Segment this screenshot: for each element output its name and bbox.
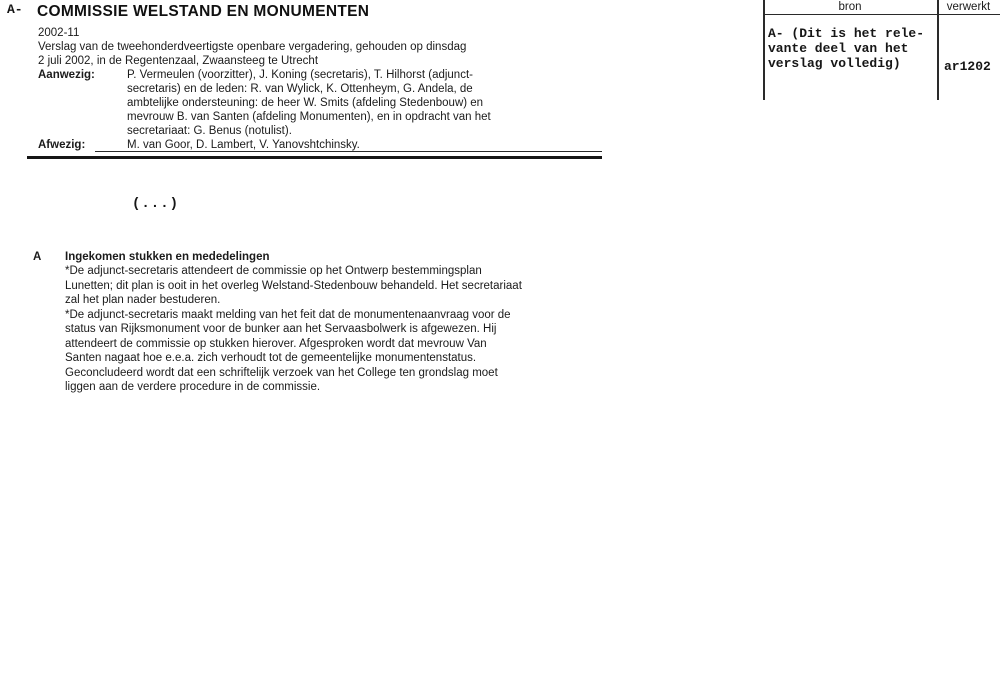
column-header-bron: bron <box>838 1 862 13</box>
omission-ellipsis: (...) <box>132 196 180 212</box>
verwerkt-code: ar1202 <box>944 59 991 74</box>
aanwezig-line: P. Vermeulen (voorzitter), J. Koning (secretaris), T. Hilhorst (adjunct- <box>127 69 473 81</box>
body-line: *De adjunct-secretaris maakt melding van het feit dat de monumentenaanvraag voor de <box>65 308 511 321</box>
separator-rule <box>27 156 602 159</box>
body-line: Geconcludeerd wordt dat een schriftelijk verzoek van het College ten grondslag moet <box>65 366 498 379</box>
aanwezig-line: ambtelijke ondersteuning: de heer W. Smits (afdeling Stedenbouw) en <box>127 97 484 109</box>
bron-note <box>768 26 924 71</box>
page-title: COMMISSIE WELSTAND EN MONUMENTEN <box>37 3 370 20</box>
body-line: attendeert de commissie op stukken hierover. Afgesproken wordt dat mevrouw Van <box>65 337 487 350</box>
section-label: A <box>33 251 42 263</box>
corner-annotation-mark: A- <box>7 2 23 17</box>
body-line: zal het plan nader bestuderen. <box>65 294 221 306</box>
intro-line: Verslag van de tweehonderdveertigste openbare vergadering, gehouden op dinsdag <box>38 41 467 53</box>
meeting-intro <box>38 40 466 68</box>
section-body <box>65 264 522 395</box>
aanwezig-line: secretaris) en de leden: R. van Wylick, K. Ottenheym, G. Andela, de <box>127 83 473 95</box>
bron-note-line: vante deel van het <box>768 41 909 56</box>
section-heading: Ingekomen stukken en mededelingen <box>65 251 270 263</box>
column-header-verwerkt: verwerkt <box>946 1 991 13</box>
table-column-divider <box>937 0 939 100</box>
underline-rule <box>95 151 602 152</box>
bron-note-line: A- (Dit is het rele- <box>768 26 925 41</box>
doc-number: 2002-11 <box>38 27 80 39</box>
aanwezig-label: Aanwezig: <box>38 69 95 81</box>
table-left-border <box>763 0 765 100</box>
body-line: *De adjunct-secretaris attendeert de commissie op het Ontwerp bestemmingsplan <box>65 265 482 277</box>
body-line: Lunetten; dit plan is ooit in het overleg Welstand-Stedenbouw behandeld. Het secretariaat <box>65 279 522 292</box>
body-line: status van Rijksmonument voor de bunker aan het Servaasbolwerk is afgewezen. Hij <box>65 323 497 335</box>
aanwezig-line: secretariaat: G. Benus (notulist). <box>127 125 292 137</box>
aanwezig-line: mevrouw B. van Santen (afdeling Monumenten), en in opdracht van het <box>127 111 491 123</box>
body-line: Santen nagaat hoe e.e.a. zich verhoudt tot de gemeentelijke monumentenstatus. <box>65 352 477 364</box>
body-line: liggen aan de verdere procedure in de commissie. <box>65 381 321 393</box>
afwezig-value: M. van Goor, D. Lambert, V. Yanovshtchinsky. <box>127 139 360 151</box>
intro-line: 2 juli 2002, in de Regentenzaal, Zwaansteeg te Utrecht <box>38 55 319 67</box>
afwezig-label: Afwezig: <box>38 139 86 151</box>
aanwezig-value <box>127 68 491 138</box>
bron-note-line: verslag volledig) <box>768 56 901 71</box>
